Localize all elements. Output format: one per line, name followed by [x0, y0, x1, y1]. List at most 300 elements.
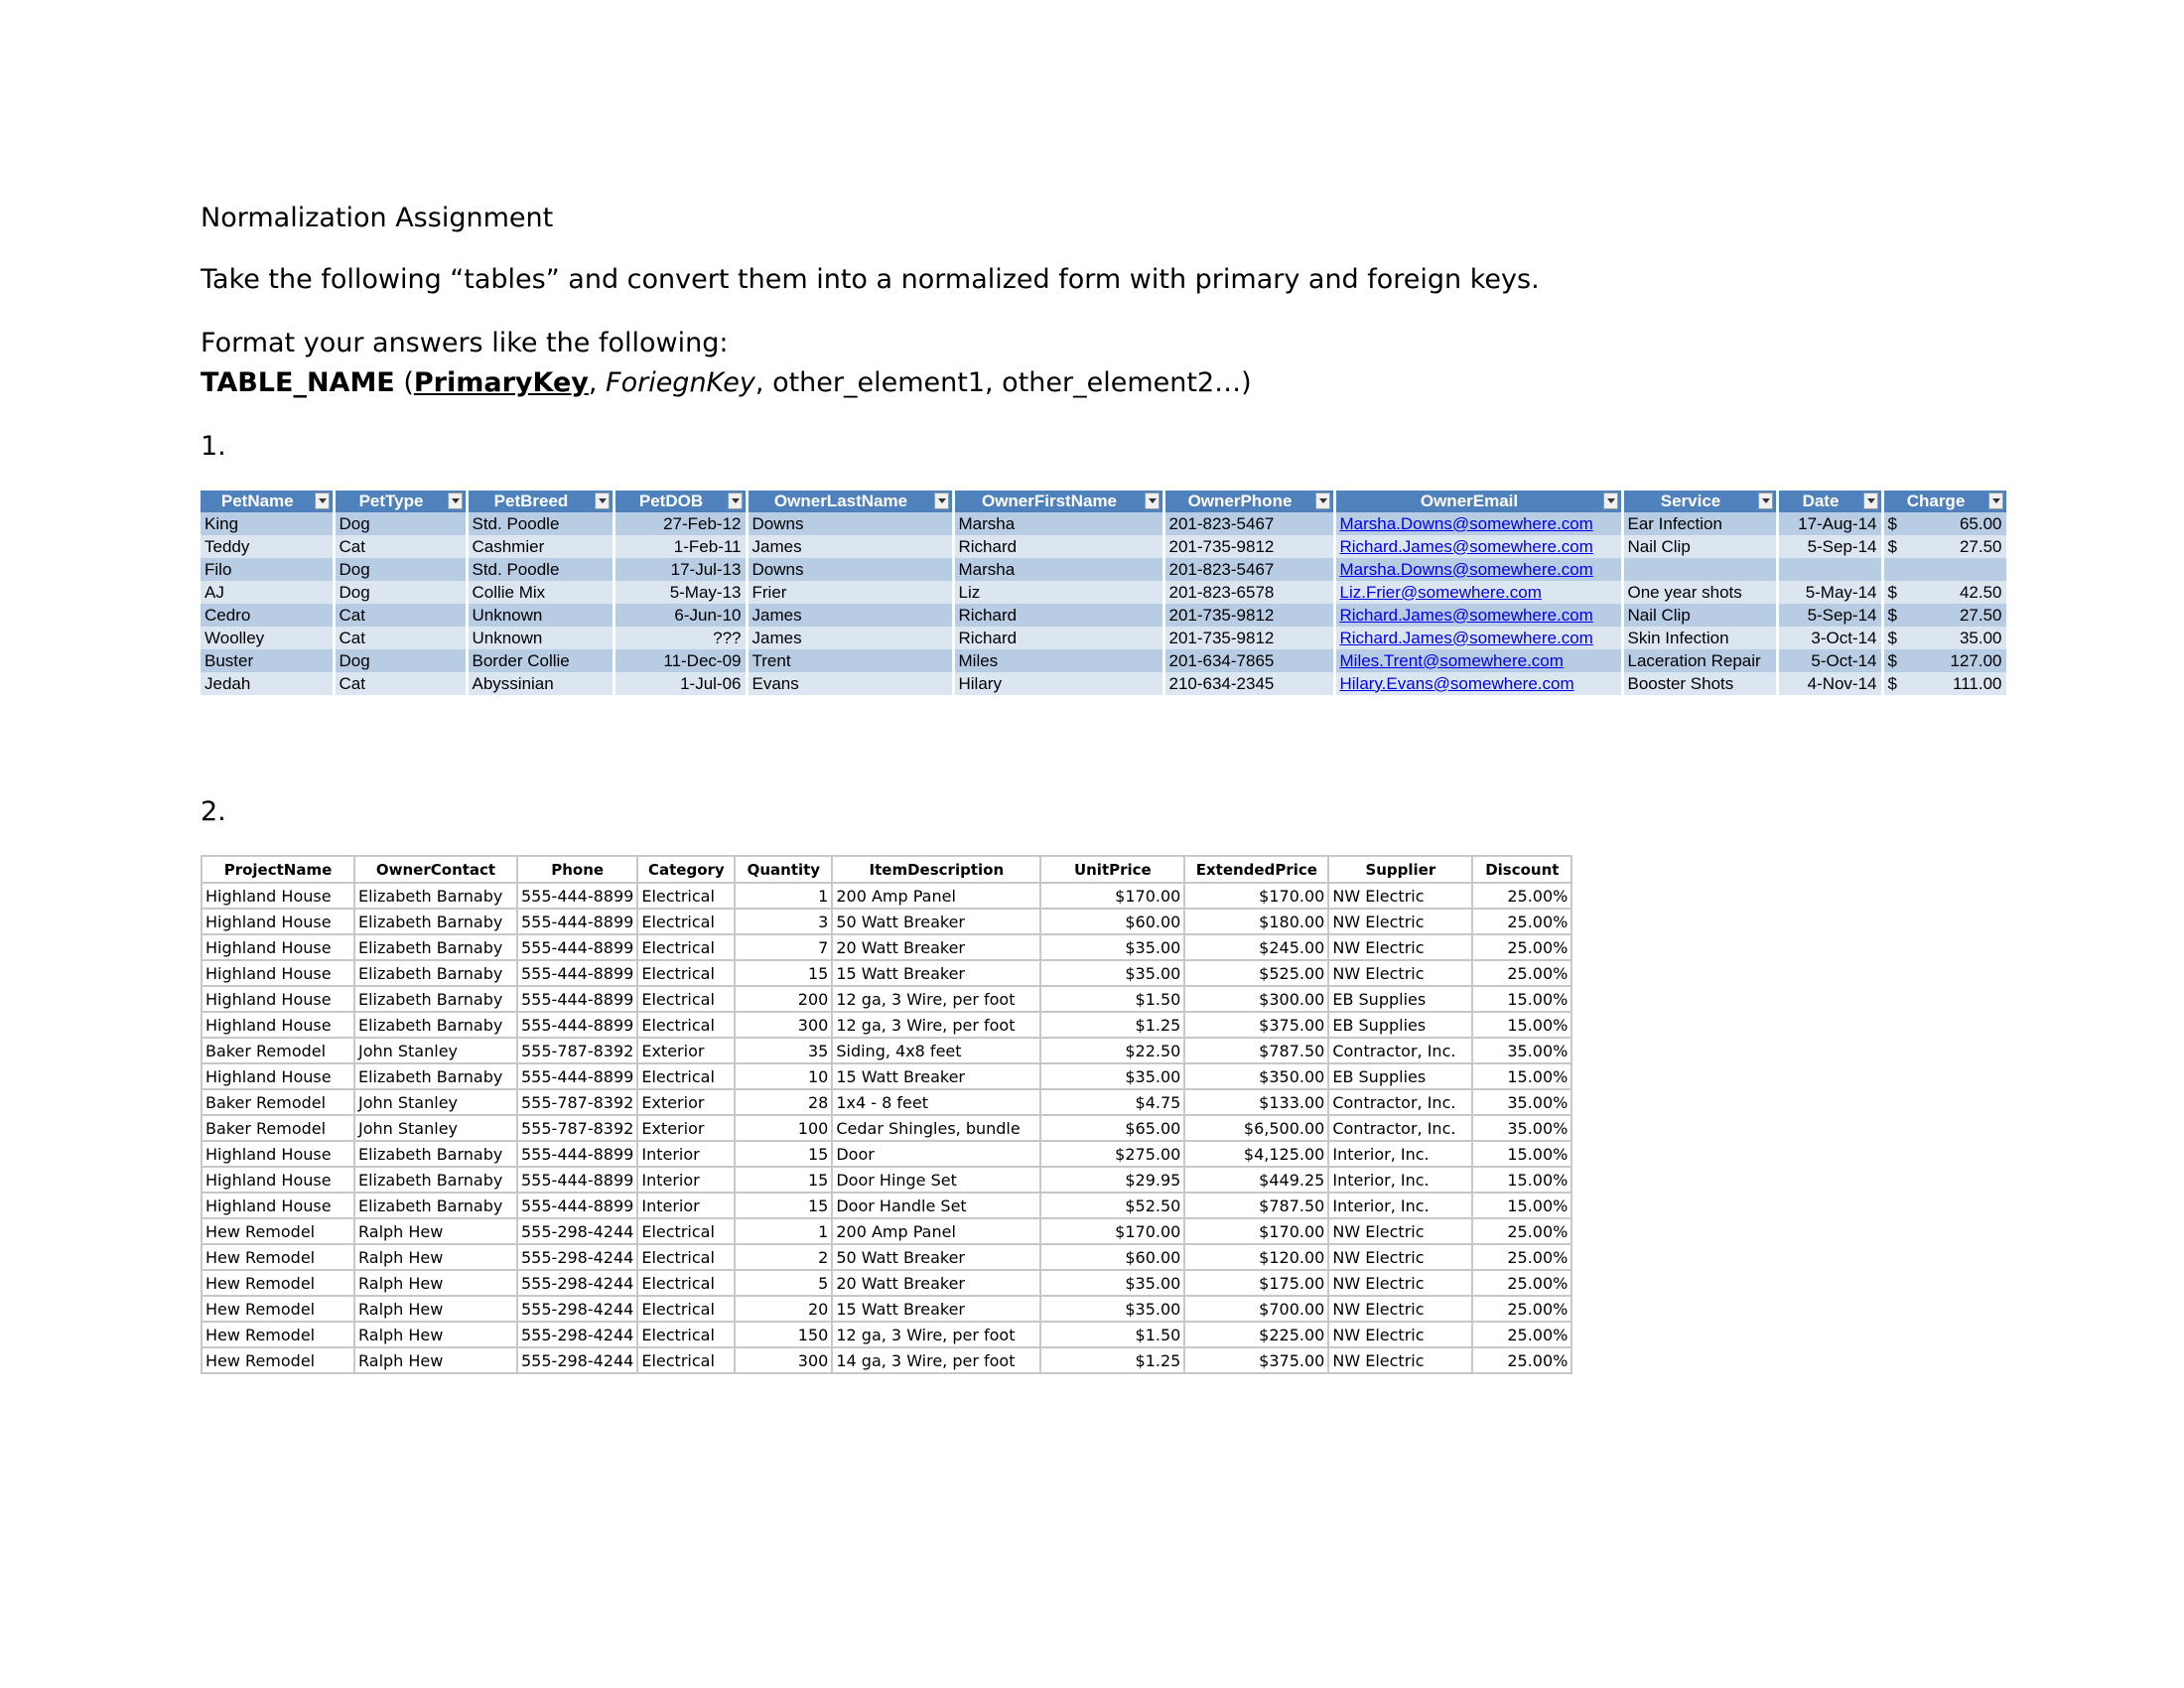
charge-cell [1882, 627, 2007, 649]
unit-price-cell: $35.00 [1040, 1270, 1184, 1296]
item-description-cell: Siding, 4x8 feet [832, 1038, 1040, 1063]
owner-contact-cell: Elizabeth Barnaby [354, 1167, 517, 1193]
supplier-cell: Interior, Inc. [1328, 1141, 1472, 1167]
pet-column-header-label: Charge [1906, 492, 1966, 510]
format-table-name: TABLE_NAME [201, 367, 395, 398]
project-column-header: ItemDescription [832, 856, 1040, 883]
category-cell: Interior [637, 1167, 735, 1193]
pet-column-header [1777, 491, 1882, 512]
pet-dob-cell: 6-Jun-10 [614, 604, 747, 627]
supplier-cell: NW Electric [1328, 1296, 1472, 1322]
extended-price-cell: $175.00 [1184, 1270, 1328, 1296]
discount-cell: 15.00% [1472, 1141, 1571, 1167]
project-name-cell: Baker Remodel [202, 1115, 354, 1141]
supplier-cell: Contractor, Inc. [1328, 1038, 1472, 1063]
project-table-row [202, 883, 1571, 909]
currency-symbol: $ [1887, 582, 1897, 602]
pet-table [201, 491, 2009, 695]
phone-cell: 555-444-8899 [517, 934, 637, 960]
extended-price-cell: $4,125.00 [1184, 1141, 1328, 1167]
owner-contact-cell: Ralph Hew [354, 1218, 517, 1244]
owner-phone-cell: 201-823-5467 [1163, 558, 1334, 581]
project-table-row [202, 1063, 1571, 1089]
project-name-cell: Baker Remodel [202, 1038, 354, 1063]
pet-column-header-label: PetDOB [638, 492, 704, 510]
pet-breed-cell: Unknown [467, 627, 614, 649]
project-table-row [202, 934, 1571, 960]
phone-cell: 555-298-4244 [517, 1244, 637, 1270]
extended-price-cell: $6,500.00 [1184, 1115, 1328, 1141]
phone-cell: 555-298-4244 [517, 1218, 637, 1244]
unit-price-cell: $60.00 [1040, 909, 1184, 934]
quantity-cell: 15 [735, 1141, 832, 1167]
owner-email-cell [1334, 627, 1622, 649]
discount-cell: 25.00% [1472, 960, 1571, 986]
pet-column-header [614, 491, 747, 512]
phone-cell: 555-787-8392 [517, 1089, 637, 1115]
quantity-cell: 15 [735, 1193, 832, 1218]
filter-dropdown-icon[interactable] [1315, 492, 1330, 509]
project-column-header: ExtendedPrice [1184, 856, 1328, 883]
unit-price-cell: $22.50 [1040, 1038, 1184, 1063]
owner-phone-cell: 210-634-2345 [1163, 672, 1334, 695]
category-cell: Electrical [637, 1322, 735, 1347]
supplier-cell: EB Supplies [1328, 986, 1472, 1012]
project-name-cell: Hew Remodel [202, 1270, 354, 1296]
owner-contact-cell: Ralph Hew [354, 1347, 517, 1373]
supplier-cell: Interior, Inc. [1328, 1193, 1472, 1218]
project-table-row [202, 1218, 1571, 1244]
item-description-cell: 15 Watt Breaker [832, 1063, 1040, 1089]
item-description-cell: 50 Watt Breaker [832, 909, 1040, 934]
unit-price-cell: $1.25 [1040, 1012, 1184, 1038]
pet-name-cell: Woolley [201, 627, 334, 649]
format-example [201, 367, 1252, 398]
supplier-cell: NW Electric [1328, 1218, 1472, 1244]
project-column-header: Discount [1472, 856, 1571, 883]
category-cell: Electrical [637, 1218, 735, 1244]
phone-cell: 555-444-8899 [517, 1167, 637, 1193]
phone-cell: 555-444-8899 [517, 909, 637, 934]
project-name-cell: Highland House [202, 909, 354, 934]
filter-dropdown-icon[interactable] [595, 492, 610, 509]
unit-price-cell: $275.00 [1040, 1141, 1184, 1167]
item-description-cell: Door Handle Set [832, 1193, 1040, 1218]
format-intro-text: Format your answers like the following: [201, 328, 729, 358]
category-cell: Electrical [637, 986, 735, 1012]
owner-last-name-cell: Downs [747, 512, 953, 535]
category-cell: Electrical [637, 883, 735, 909]
pet-column-header [1622, 491, 1777, 512]
quantity-cell: 1 [735, 883, 832, 909]
project-name-cell: Highland House [202, 883, 354, 909]
charge-value: 42.50 [1959, 582, 2002, 602]
pet-dob-cell: ??? [614, 627, 747, 649]
supplier-cell: Contractor, Inc. [1328, 1115, 1472, 1141]
project-table-row [202, 1296, 1571, 1322]
currency-symbol: $ [1887, 628, 1897, 647]
project-table-row [202, 1089, 1571, 1115]
owner-contact-cell: Elizabeth Barnaby [354, 960, 517, 986]
discount-cell: 25.00% [1472, 909, 1571, 934]
owner-contact-cell: Elizabeth Barnaby [354, 883, 517, 909]
unit-price-cell: $1.50 [1040, 1322, 1184, 1347]
service-cell: Booster Shots [1622, 672, 1777, 695]
format-foreign-key: ForiegnKey [606, 367, 755, 398]
pet-table-row [201, 581, 2007, 604]
extended-price-cell: $170.00 [1184, 883, 1328, 909]
charge-cell [1882, 512, 2007, 535]
project-column-header: Quantity [735, 856, 832, 883]
pet-breed-cell: Unknown [467, 604, 614, 627]
quantity-cell: 7 [735, 934, 832, 960]
unit-price-cell: $52.50 [1040, 1193, 1184, 1218]
currency-symbol: $ [1887, 673, 1897, 693]
charge-value: 35.00 [1959, 628, 2002, 647]
pet-name-cell: Filo [201, 558, 334, 581]
owner-contact-cell: Elizabeth Barnaby [354, 934, 517, 960]
project-table-row [202, 1322, 1571, 1347]
email-link[interactable]: Marsha.Downs@somewhere.com [1339, 559, 1593, 579]
email-link[interactable]: Richard.James@somewhere.com [1339, 628, 1593, 647]
owner-last-name-cell: Frier [747, 581, 953, 604]
project-table-row [202, 1038, 1571, 1063]
discount-cell: 15.00% [1472, 1063, 1571, 1089]
email-link[interactable]: Hilary.Evans@somewhere.com [1339, 673, 1574, 693]
phone-cell: 555-444-8899 [517, 986, 637, 1012]
service-cell: One year shots [1622, 581, 1777, 604]
filter-dropdown-icon[interactable] [1145, 492, 1160, 509]
phone-cell: 555-444-8899 [517, 960, 637, 986]
service-cell: Laceration Repair [1622, 649, 1777, 672]
pet-column-header [334, 491, 467, 512]
owner-contact-cell: Ralph Hew [354, 1322, 517, 1347]
project-column-header: Phone [517, 856, 637, 883]
project-name-cell: Hew Remodel [202, 1322, 354, 1347]
category-cell: Interior [637, 1193, 735, 1218]
category-cell: Electrical [637, 934, 735, 960]
pet-column-header-label: PetName [220, 492, 294, 510]
pet-name-cell: AJ [201, 581, 334, 604]
filter-dropdown-icon[interactable] [1758, 492, 1773, 509]
service-cell [1622, 558, 1777, 581]
owner-email-cell [1334, 535, 1622, 558]
category-cell: Electrical [637, 1244, 735, 1270]
discount-cell: 35.00% [1472, 1038, 1571, 1063]
currency-symbol: $ [1887, 513, 1897, 533]
project-column-header: ProjectName [202, 856, 354, 883]
pet-name-cell: Buster [201, 649, 334, 672]
owner-contact-cell: Elizabeth Barnaby [354, 909, 517, 934]
owner-last-name-cell: James [747, 604, 953, 627]
discount-cell: 25.00% [1472, 1270, 1571, 1296]
phone-cell: 555-444-8899 [517, 1012, 637, 1038]
unit-price-cell: $170.00 [1040, 1218, 1184, 1244]
date-cell: 5-Sep-14 [1777, 604, 1882, 627]
pet-column-header [201, 491, 334, 512]
owner-email-cell [1334, 512, 1622, 535]
pet-table-row [201, 558, 2007, 581]
phone-cell: 555-298-4244 [517, 1270, 637, 1296]
owner-first-name-cell: Marsha [953, 512, 1163, 535]
phone-cell: 555-444-8899 [517, 1063, 637, 1089]
project-name-cell: Baker Remodel [202, 1089, 354, 1115]
pet-column-header-label: OwnerPhone [1187, 492, 1293, 510]
charge-cell [1882, 604, 2007, 627]
owner-first-name-cell: Miles [953, 649, 1163, 672]
pet-table-row [201, 649, 2007, 672]
project-name-cell: Highland House [202, 986, 354, 1012]
email-link[interactable]: Richard.James@somewhere.com [1339, 605, 1593, 625]
pet-breed-cell: Cashmier [467, 535, 614, 558]
discount-cell: 35.00% [1472, 1089, 1571, 1115]
owner-first-name-cell: Liz [953, 581, 1163, 604]
category-cell: Exterior [637, 1089, 735, 1115]
discount-cell: 25.00% [1472, 883, 1571, 909]
project-name-cell: Highland House [202, 1193, 354, 1218]
owner-first-name-cell: Hilary [953, 672, 1163, 695]
category-cell: Electrical [637, 960, 735, 986]
project-table-row [202, 1115, 1571, 1141]
discount-cell: 25.00% [1472, 1296, 1571, 1322]
owner-phone-cell: 201-823-6578 [1163, 581, 1334, 604]
extended-price-cell: $245.00 [1184, 934, 1328, 960]
owner-contact-cell: Elizabeth Barnaby [354, 1141, 517, 1167]
date-cell: 5-Oct-14 [1777, 649, 1882, 672]
item-description-cell: 20 Watt Breaker [832, 1270, 1040, 1296]
format-separator: , [588, 367, 607, 398]
quantity-cell: 15 [735, 1167, 832, 1193]
discount-cell: 15.00% [1472, 1012, 1571, 1038]
discount-cell: 25.00% [1472, 1244, 1571, 1270]
filter-dropdown-icon[interactable] [1988, 492, 2003, 509]
unit-price-cell: $29.95 [1040, 1167, 1184, 1193]
owner-contact-cell: Elizabeth Barnaby [354, 986, 517, 1012]
pet-breed-cell: Abyssinian [467, 672, 614, 695]
project-table-header-row [202, 856, 1571, 883]
extended-price-cell: $787.50 [1184, 1038, 1328, 1063]
pet-dob-cell: 27-Feb-12 [614, 512, 747, 535]
project-name-cell: Highland House [202, 1167, 354, 1193]
discount-cell: 15.00% [1472, 986, 1571, 1012]
date-cell: 5-Sep-14 [1777, 535, 1882, 558]
quantity-cell: 5 [735, 1270, 832, 1296]
item-description-cell: 200 Amp Panel [832, 883, 1040, 909]
quantity-cell: 35 [735, 1038, 832, 1063]
pet-name-cell: Cedro [201, 604, 334, 627]
project-table-row [202, 1012, 1571, 1038]
quantity-cell: 1 [735, 1218, 832, 1244]
project-name-cell: Highland House [202, 1012, 354, 1038]
filter-dropdown-icon[interactable] [728, 492, 743, 509]
supplier-cell: NW Electric [1328, 960, 1472, 986]
item-description-cell: 50 Watt Breaker [832, 1244, 1040, 1270]
phone-cell: 555-444-8899 [517, 1141, 637, 1167]
owner-phone-cell: 201-735-9812 [1163, 604, 1334, 627]
question-2-label: 2. [201, 796, 226, 827]
pet-type-cell: Dog [334, 581, 467, 604]
item-description-cell: Door [832, 1141, 1040, 1167]
category-cell: Electrical [637, 1296, 735, 1322]
quantity-cell: 200 [735, 986, 832, 1012]
project-column-header: Category [637, 856, 735, 883]
extended-price-cell: $300.00 [1184, 986, 1328, 1012]
phone-cell: 555-787-8392 [517, 1115, 637, 1141]
discount-cell: 15.00% [1472, 1193, 1571, 1218]
email-link[interactable]: Miles.Trent@somewhere.com [1339, 650, 1564, 670]
supplier-cell: Interior, Inc. [1328, 1167, 1472, 1193]
project-name-cell: Hew Remodel [202, 1347, 354, 1373]
item-description-cell: 15 Watt Breaker [832, 960, 1040, 986]
supplier-cell: Contractor, Inc. [1328, 1089, 1472, 1115]
format-rest: , other_element1, other_element2…) [754, 367, 1252, 398]
filter-dropdown-icon[interactable] [315, 492, 330, 509]
unit-price-cell: $35.00 [1040, 1296, 1184, 1322]
pet-name-cell: Teddy [201, 535, 334, 558]
owner-phone-cell: 201-735-9812 [1163, 535, 1334, 558]
owner-first-name-cell: Richard [953, 627, 1163, 649]
quantity-cell: 300 [735, 1347, 832, 1373]
date-cell: 4-Nov-14 [1777, 672, 1882, 695]
pet-column-header-label: PetBreed [493, 492, 569, 510]
pet-name-cell: King [201, 512, 334, 535]
charge-cell [1882, 558, 2007, 581]
owner-phone-cell: 201-634-7865 [1163, 649, 1334, 672]
date-cell: 3-Oct-14 [1777, 627, 1882, 649]
phone-cell: 555-787-8392 [517, 1038, 637, 1063]
email-link[interactable]: Richard.James@somewhere.com [1339, 536, 1593, 556]
pet-breed-cell: Collie Mix [467, 581, 614, 604]
project-column-header: UnitPrice [1040, 856, 1184, 883]
pet-type-cell: Dog [334, 558, 467, 581]
item-description-cell: Cedar Shingles, bundle [832, 1115, 1040, 1141]
project-table-row [202, 1244, 1571, 1270]
supplier-cell: NW Electric [1328, 1270, 1472, 1296]
pet-column-header-label: Date [1802, 492, 1840, 510]
currency-symbol: $ [1887, 650, 1897, 670]
owner-contact-cell: Ralph Hew [354, 1270, 517, 1296]
instructions-text: Take the following “tables” and convert them into a normalized form with primary and foreign keys. [201, 264, 1540, 295]
pet-type-cell: Dog [334, 649, 467, 672]
unit-price-cell: $1.50 [1040, 986, 1184, 1012]
category-cell: Exterior [637, 1115, 735, 1141]
item-description-cell: Door Hinge Set [832, 1167, 1040, 1193]
filter-dropdown-icon[interactable] [1603, 492, 1618, 509]
pet-column-header [1163, 491, 1334, 512]
project-table-row [202, 1347, 1571, 1373]
project-table-row [202, 1193, 1571, 1218]
pet-table-row [201, 512, 2007, 535]
discount-cell: 25.00% [1472, 1347, 1571, 1373]
format-open-paren: ( [394, 367, 414, 398]
item-description-cell: 12 ga, 3 Wire, per foot [832, 1322, 1040, 1347]
extended-price-cell: $350.00 [1184, 1063, 1328, 1089]
project-name-cell: Highland House [202, 960, 354, 986]
owner-last-name-cell: Evans [747, 672, 953, 695]
owner-email-cell [1334, 604, 1622, 627]
pet-table-header-row [201, 491, 2007, 512]
project-name-cell: Hew Remodel [202, 1218, 354, 1244]
unit-price-cell: $35.00 [1040, 1063, 1184, 1089]
extended-price-cell: $700.00 [1184, 1296, 1328, 1322]
category-cell: Electrical [637, 1270, 735, 1296]
charge-value: 111.00 [1953, 673, 2002, 693]
supplier-cell: NW Electric [1328, 1244, 1472, 1270]
supplier-cell: NW Electric [1328, 1322, 1472, 1347]
email-link[interactable]: Liz.Frier@somewhere.com [1339, 582, 1542, 602]
project-name-cell: Hew Remodel [202, 1244, 354, 1270]
pet-type-cell: Cat [334, 627, 467, 649]
project-name-cell: Highland House [202, 934, 354, 960]
item-description-cell: 1x4 - 8 feet [832, 1089, 1040, 1115]
service-cell: Nail Clip [1622, 604, 1777, 627]
owner-last-name-cell: James [747, 627, 953, 649]
pet-type-cell: Cat [334, 604, 467, 627]
pet-dob-cell: 5-May-13 [614, 581, 747, 604]
project-table-row [202, 986, 1571, 1012]
currency-symbol: $ [1887, 605, 1897, 625]
supplier-cell: NW Electric [1328, 909, 1472, 934]
owner-contact-cell: John Stanley [354, 1115, 517, 1141]
unit-price-cell: $60.00 [1040, 1244, 1184, 1270]
item-description-cell: 14 ga, 3 Wire, per foot [832, 1347, 1040, 1373]
extended-price-cell: $120.00 [1184, 1244, 1328, 1270]
quantity-cell: 150 [735, 1322, 832, 1347]
pet-table-row [201, 627, 2007, 649]
owner-email-cell [1334, 649, 1622, 672]
filter-dropdown-icon[interactable] [448, 492, 463, 509]
quantity-cell: 100 [735, 1115, 832, 1141]
phone-cell: 555-298-4244 [517, 1347, 637, 1373]
pet-dob-cell: 1-Feb-11 [614, 535, 747, 558]
project-column-header: OwnerContact [354, 856, 517, 883]
owner-first-name-cell: Richard [953, 535, 1163, 558]
owner-last-name-cell: James [747, 535, 953, 558]
filter-dropdown-icon[interactable] [934, 492, 949, 509]
unit-price-cell: $1.25 [1040, 1347, 1184, 1373]
email-link[interactable]: Marsha.Downs@somewhere.com [1339, 513, 1593, 533]
item-description-cell: 12 ga, 3 Wire, per foot [832, 986, 1040, 1012]
pet-table-row [201, 672, 2007, 695]
pet-type-cell: Cat [334, 535, 467, 558]
document-title: Normalization Assignment [201, 203, 554, 233]
charge-cell [1882, 649, 2007, 672]
pet-breed-cell: Border Collie [467, 649, 614, 672]
pet-breed-cell: Std. Poodle [467, 558, 614, 581]
extended-price-cell: $787.50 [1184, 1193, 1328, 1218]
pet-table-row [201, 604, 2007, 627]
charge-cell [1882, 672, 2007, 695]
pet-table-row [201, 535, 2007, 558]
category-cell: Electrical [637, 1012, 735, 1038]
date-cell: 5-May-14 [1777, 581, 1882, 604]
quantity-cell: 20 [735, 1296, 832, 1322]
project-table-row [202, 909, 1571, 934]
project-table [201, 855, 1572, 1374]
owner-last-name-cell: Downs [747, 558, 953, 581]
charge-value: 127.00 [1950, 650, 2002, 670]
extended-price-cell: $525.00 [1184, 960, 1328, 986]
filter-dropdown-icon[interactable] [1863, 492, 1878, 509]
pet-column-header-label: OwnerFirstName [981, 492, 1118, 510]
item-description-cell: 12 ga, 3 Wire, per foot [832, 1012, 1040, 1038]
category-cell: Electrical [637, 909, 735, 934]
extended-price-cell: $449.25 [1184, 1167, 1328, 1193]
project-column-header: Supplier [1328, 856, 1472, 883]
project-table-row [202, 1167, 1571, 1193]
project-name-cell: Highland House [202, 1141, 354, 1167]
pet-column-header [953, 491, 1163, 512]
